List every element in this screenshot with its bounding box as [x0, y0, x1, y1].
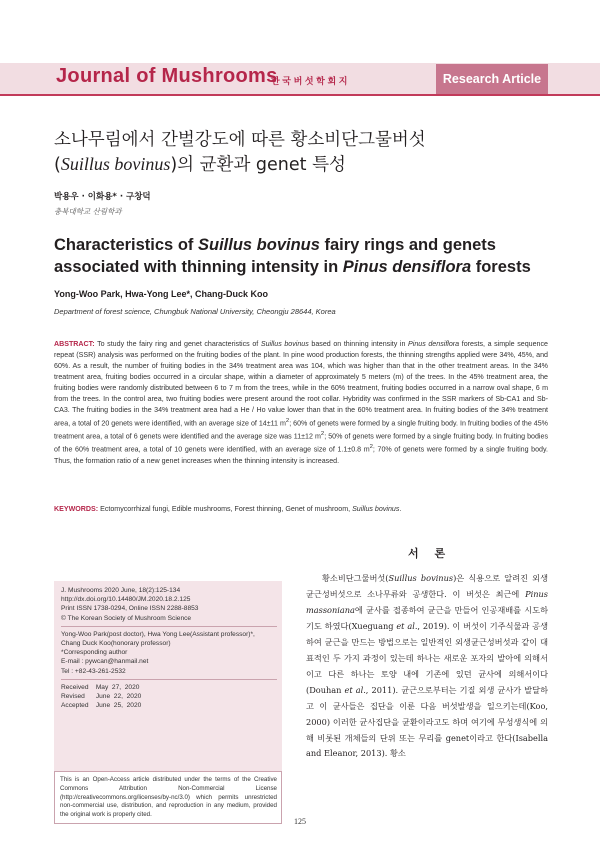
- author-info: Yong-Woo Park(post doctor), Hwa Yong Lee(Assistant professor)*,: [61, 630, 255, 638]
- copyright: © The Korean Society of Mushroom Science: [61, 614, 192, 622]
- section-heading-introduction: 서 론: [408, 547, 452, 560]
- info-divider: [61, 626, 277, 627]
- info-divider: [61, 679, 277, 680]
- corresponding-author: *Corresponding author: [61, 649, 128, 657]
- open-access-notice: This is an Open-Access article distributed under the terms of the Creative Commons Attribution Non-Commercial License (http://creativecommons.org/licenses/by-nc/3.0) which permits unrestricted non-commercial use, distribution, and reproduction in any medium, provided the original work is properly cited.: [60, 776, 277, 819]
- abstract-label: ABSTRACT:: [54, 340, 95, 348]
- korean-title-line1: 소나무림에서 간벌강도에 따른 황소비단그물버섯: [54, 130, 426, 150]
- english-title: Characteristics of Suillus bovinus fairy rings and genets associated with thinning intensity in Pinus densiflora forests: [54, 236, 531, 276]
- article-info: [61, 586, 277, 710]
- korean-title: 소나무림에서 간벌강도에 따른 황소비단그물버섯 (Suillus bovinus)의 균환과 genet 특성: [54, 130, 426, 175]
- keywords-label: KEYWORDS:: [54, 505, 99, 513]
- page-number: 125: [294, 817, 306, 826]
- english-authors: Yong-Woo Park, Hwa-Yong Lee*, Chang-Duck Koo: [54, 289, 269, 299]
- citation: J. Mushrooms 2020 June, 18(2):125-134: [61, 587, 181, 594]
- society-name: 한국버섯학회지: [271, 77, 351, 87]
- email[interactable]: E-mail : pywcan@hanmail.net: [61, 658, 149, 666]
- abstract: ABSTRACT: To study the fairy ring and genet characteristics of Suillus bovinus based on thinning intensity in Pinus densiflora forests, a simple sequence repeat (SSR) analysis was performed on the fruiting bodies of the plant. In pine wood production forests, the thinning strengths applied were 34%, 45%, and 60%. As a result, the number of fruiting bodies in the 34% treatment area was 104, which was higher than that in the other treatment areas. In the 34% treatment area, fruiting bodies occurred in a circular shape, within a diameter of approximately 5 meters (m) of the trees. In the 45% treatment area, the fruiting bodies were randomly distributed between 6 to 7 m from the trees, while in the 60% treatment, fruiting bodies occurred in a narrow oval shape, 6 m from the trees. In the control area, two fruiting bodies were present around the root collar. Hybridity was confirmed in the SSR markers of Sb-CA1 and Sb-CA3. The fruiting bodies in the 34% treatment area had a He / Ho value lower than that in the 60% treatment area. In fruiting bodies of the 34% treatment area, a total of 20 genets were identified, with an average size of 14±11 $m^2$; 60% of genets were formed by a single fruiting body. In fruiting bodies of the 45% treatment area, a total of 6 genets were identified and the average size was 11±12 $m^2$; 50% of genets were formed by a single fruiting body. In fruiting bodies of the 60% treatment area, a total of 10 genets were identified, with an average size of 1.1±0.8 $m^2$; 70% of genets were formed by a single fruiting body. Thus, the formation ratio of a new genet increases when the thinning intensity is increased.: [54, 340, 548, 465]
- keywords: KEYWORDS: Ectomycorrhizal fungi, Edible mushrooms, Forest thinning, Genet of mushroom, Suillus bovinus.: [54, 505, 402, 513]
- telephone: Tel : +82-43-261-2532: [61, 667, 126, 675]
- revised-date: Revised June 22, 2020: [61, 693, 142, 701]
- issn: Print ISSN 1738-0294, Online ISSN 2288-8853: [61, 605, 199, 613]
- received-date: Received May 27, 2020: [61, 683, 140, 691]
- journal-name: Journal of Mushrooms: [56, 65, 278, 87]
- korean-title-species: Suillus bovinus: [60, 154, 171, 174]
- korean-authors: 박용우 · 이화용* · 구창덕: [54, 192, 151, 202]
- article-type-badge: Research Article: [436, 64, 548, 94]
- accepted-date: Accepted June 25, 2020: [61, 702, 142, 710]
- english-affiliation: Department of forest science, Chungbuk National University, Cheongju 28644, Korea: [54, 307, 336, 316]
- author-info: Chang Duck Koo(honorary professor): [61, 640, 171, 648]
- doi-link[interactable]: http://dx.doi.org/10.14480/JM.2020.18.2.125: [61, 596, 191, 604]
- introduction-text: 황소비단그물버섯(Suillus bovinus)은 식용으로 알려진 외생균근성버섯으로 소나무류와 공생한다. 이 버섯은 최근에 Pinus massoniana에 균사를 접종하여 균근을 만들어 인공재배를 시도하기도 하였다(Xueguang et al., 2019). 이 버섯이 기주식물과 공생하여 균근을 만드는 방법으로는 일반적인 외생균근성버섯과 같이 대표적인 두 가지 과정이 있는데 하나는 새로운 포자의 발아에 의해서이고 다른 하나는 토양 내에 기존에 있던 균사에 의해서이다(Douhan et al., 2011). 균근으로부터는 기질 외생 균사가 발달하고 이 균사들은 집단을 이룬 다음 버섯발생을 일으키는데(Koo, 2000) 이러한 균사집단을 균환이라고도 하며 여기에 무성생식에 의해 비롯된 개체들의 단위 또는 무리를 genet이라고 한다(Isabella and Eleanor, 2013). 황소: [306, 573, 548, 759]
- korean-affiliation: 충북대학교 산림학과: [54, 207, 122, 216]
- header-divider: [0, 94, 600, 96]
